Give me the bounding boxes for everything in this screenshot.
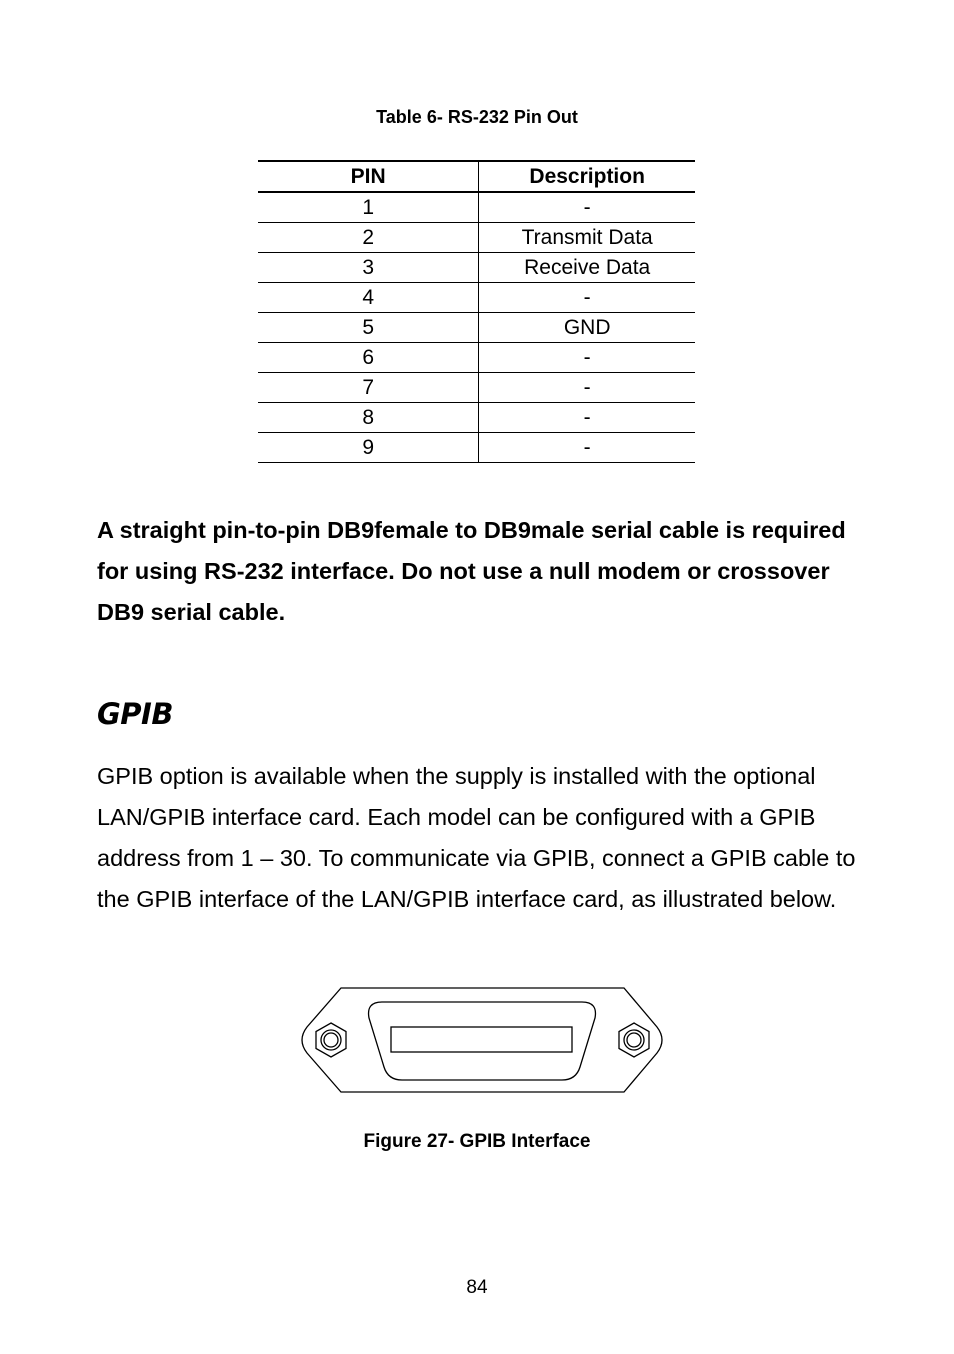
section-heading: GPIB: [97, 697, 173, 731]
table-row: [258, 403, 695, 433]
pin-cell: 5: [258, 313, 479, 343]
table-row: [258, 313, 695, 343]
pin-cell: 9: [258, 433, 479, 463]
pin-cell: 2: [258, 223, 479, 253]
header-description: Description: [479, 161, 695, 192]
pin-cell: 4: [258, 283, 479, 313]
description-cell: Receive Data: [479, 253, 695, 283]
header-pin: PIN: [258, 161, 479, 192]
description-cell: -: [479, 403, 695, 433]
description-cell: -: [479, 433, 695, 463]
description-cell: Transmit Data: [479, 223, 695, 253]
pin-cell: 1: [258, 192, 479, 223]
description-cell: -: [479, 192, 695, 223]
table-row: [258, 343, 695, 373]
gpib-description: GPIB option is available when the supply is installed with the optional LAN/GPIB interface card. Each model can be configured with a GPIB address from 1 – 30. To communicate via GPIB, connect a GPIB cable to the GPIB interface of the LAN/GPIB interface card, as illustrated below.: [97, 763, 856, 912]
table-row: [258, 283, 695, 313]
gpib-connector-icon: [298, 985, 666, 1095]
table-row: [258, 192, 695, 223]
table-header-row: [258, 161, 695, 192]
rs232-pin-table: [258, 160, 695, 463]
serial-cable-note: A straight pin-to-pin DB9female to DB9male serial cable is required for using RS-232 interface. Do not use a null modem or crossover DB9 serial cable.: [97, 517, 846, 625]
page-number: 84: [466, 1277, 488, 1298]
table-row: [258, 433, 695, 463]
pin-cell: 8: [258, 403, 479, 433]
description-cell: GND: [479, 313, 695, 343]
table-row: [258, 223, 695, 253]
description-cell: -: [479, 283, 695, 313]
description-cell: -: [479, 373, 695, 403]
table-row: [258, 373, 695, 403]
figure-caption: Figure 27- GPIB Interface: [363, 1131, 591, 1152]
table-caption: Table 6- RS-232 Pin Out: [376, 107, 578, 127]
pin-cell: 3: [258, 253, 479, 283]
pin-cell: 7: [258, 373, 479, 403]
table-row: [258, 253, 695, 283]
pin-cell: 6: [258, 343, 479, 373]
description-cell: -: [479, 343, 695, 373]
